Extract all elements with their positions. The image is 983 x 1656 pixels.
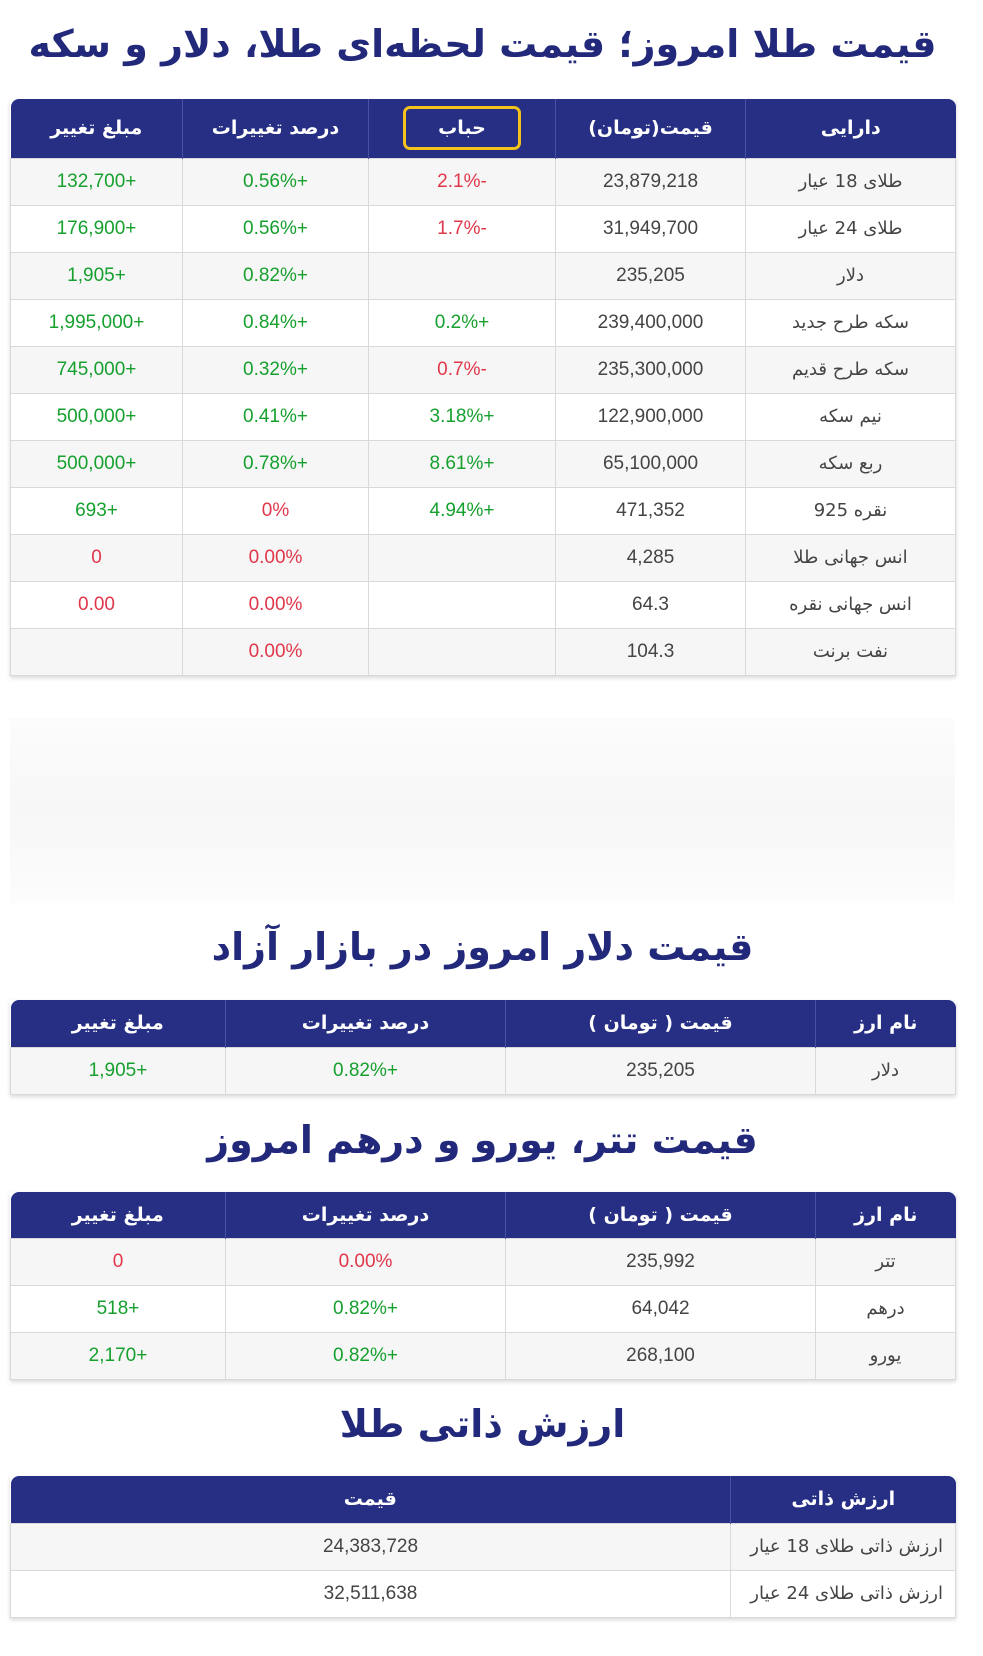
table-row	[11, 205, 956, 252]
bubble-header-highlight[interactable]: حباب	[403, 106, 521, 150]
header-change-percent: درصد تغییرات	[226, 1000, 506, 1047]
table-cell: +1,905	[11, 252, 183, 299]
table-row	[11, 1285, 956, 1332]
header-change-amount: مبلغ تغییر	[11, 1192, 226, 1238]
row-label: طلای 24 عیار	[746, 205, 956, 252]
table-cell: -0.7%	[369, 346, 556, 393]
intrinsic-section-title: ارزش ذاتی طلا	[339, 1402, 626, 1446]
table-cell: 65,100,000	[556, 440, 746, 487]
table-row	[11, 158, 956, 205]
table-header-row	[11, 1476, 956, 1523]
table-cell: +0.82%	[226, 1285, 506, 1332]
table-header-row	[11, 1192, 956, 1238]
header-change-amount: مبلغ تغییر	[11, 99, 183, 158]
table-cell: 0.00%	[183, 534, 369, 581]
table-header-row	[11, 99, 956, 158]
table-cell	[369, 534, 556, 581]
table-row	[11, 1570, 956, 1617]
table-cell: 235,300,000	[556, 346, 746, 393]
table-cell: 0.00%	[226, 1238, 506, 1285]
table-cell: 235,992	[506, 1238, 816, 1285]
table-cell: +4.94%	[369, 487, 556, 534]
table-cell	[369, 628, 556, 675]
table-cell	[369, 581, 556, 628]
row-label: درهم	[816, 1285, 956, 1332]
table-row	[11, 440, 956, 487]
table-row	[11, 252, 956, 299]
table-cell: 0.00%	[183, 581, 369, 628]
row-label: ارزش ذاتی طلای 24 عیار	[731, 1570, 956, 1617]
table-cell: +0.56%	[183, 205, 369, 252]
table-cell: 0%	[183, 487, 369, 534]
table-cell: +132,700	[11, 158, 183, 205]
intrinsic-table-body	[11, 1523, 956, 1617]
table-row	[11, 1047, 956, 1094]
table-cell: +176,900	[11, 205, 183, 252]
row-label: انس جهانی طلا	[746, 534, 956, 581]
table-cell: -2.1%	[369, 158, 556, 205]
table-cell: 23,879,218	[556, 158, 746, 205]
table-cell: 0.00	[11, 581, 183, 628]
table-cell: 31,949,700	[556, 205, 746, 252]
header-change-amount: مبلغ تغییر	[11, 1000, 226, 1047]
header-bubble[interactable]	[369, 99, 556, 158]
currency-section-title: قیمت تتر، یورو و درهم امروز	[207, 1118, 758, 1162]
table-cell: +745,000	[11, 346, 183, 393]
header-currency-name: نام ارز	[816, 1000, 956, 1047]
table-cell: 64.3	[556, 581, 746, 628]
row-label: سکه طرح جدید	[746, 299, 956, 346]
table-cell: +0.82%	[183, 252, 369, 299]
header-change-percent: درصد تغییرات	[183, 99, 369, 158]
table-cell	[369, 252, 556, 299]
gold-section-title: قیمت طلا امروز؛ قیمت لحظه‌ای طلا، دلار و سکه	[28, 22, 937, 66]
table-cell: +500,000	[11, 393, 183, 440]
row-label: ارزش ذاتی طلای 18 عیار	[731, 1523, 956, 1570]
table-row	[11, 1523, 956, 1570]
table-cell: +0.41%	[183, 393, 369, 440]
row-label: نفت برنت	[746, 628, 956, 675]
row-label: تتر	[816, 1238, 956, 1285]
table-cell: 32,511,638	[11, 1570, 731, 1617]
table-cell: 0	[11, 1238, 226, 1285]
table-cell: +1,995,000	[11, 299, 183, 346]
table-cell: 64,042	[506, 1285, 816, 1332]
table-row	[11, 628, 956, 675]
row-label: سکه طرح قدیم	[746, 346, 956, 393]
table-row	[11, 1332, 956, 1379]
table-cell	[11, 628, 183, 675]
table-cell: 104.3	[556, 628, 746, 675]
table-row	[11, 581, 956, 628]
header-price: قیمت	[11, 1476, 731, 1523]
table-cell: +0.78%	[183, 440, 369, 487]
table-cell: +8.61%	[369, 440, 556, 487]
dollar-table-body	[11, 1047, 956, 1094]
header-asset: دارایی	[746, 99, 956, 158]
table-cell: 0.00%	[183, 628, 369, 675]
row-label: دلار	[746, 252, 956, 299]
table-cell: 239,400,000	[556, 299, 746, 346]
table-cell: 268,100	[506, 1332, 816, 1379]
table-cell: +693	[11, 487, 183, 534]
currency-price-table	[10, 1192, 956, 1380]
table-cell: +1,905	[11, 1047, 226, 1094]
currency-table-body	[11, 1238, 956, 1379]
dollar-section-title: قیمت دلار امروز در بازار آزاد	[211, 925, 754, 969]
table-cell: 0	[11, 534, 183, 581]
table-cell: 235,205	[506, 1047, 816, 1094]
table-row	[11, 534, 956, 581]
header-price: قیمت(تومان)	[556, 99, 746, 158]
table-cell: 4,285	[556, 534, 746, 581]
header-price: قیمت ( تومان )	[506, 1000, 816, 1047]
table-cell: +0.56%	[183, 158, 369, 205]
table-row	[11, 299, 956, 346]
header-change-percent: درصد تغییرات	[226, 1192, 506, 1238]
row-label: نقره 925	[746, 487, 956, 534]
dollar-price-table	[10, 1000, 956, 1095]
ad-placeholder	[10, 718, 955, 903]
row-label: یورو	[816, 1332, 956, 1379]
table-cell: +0.2%	[369, 299, 556, 346]
table-cell: 235,205	[556, 252, 746, 299]
table-cell: +0.82%	[226, 1047, 506, 1094]
table-row	[11, 393, 956, 440]
row-label: دلار	[816, 1047, 956, 1094]
table-cell: 122,900,000	[556, 393, 746, 440]
table-cell: -1.7%	[369, 205, 556, 252]
row-label: طلای 18 عیار	[746, 158, 956, 205]
header-intrinsic-value: ارزش ذاتی	[731, 1476, 956, 1523]
table-cell: +500,000	[11, 440, 183, 487]
table-cell: +2,170	[11, 1332, 226, 1379]
table-cell: +0.84%	[183, 299, 369, 346]
intrinsic-value-table	[10, 1476, 956, 1618]
row-label: ربع سکه	[746, 440, 956, 487]
row-label: انس جهانی نقره	[746, 581, 956, 628]
table-header-row	[11, 1000, 956, 1047]
header-price: قیمت ( تومان )	[506, 1192, 816, 1238]
gold-price-table	[10, 99, 956, 676]
table-cell: +518	[11, 1285, 226, 1332]
table-cell: 471,352	[556, 487, 746, 534]
table-cell: +3.18%	[369, 393, 556, 440]
table-row	[11, 1238, 956, 1285]
row-label: نیم سکه	[746, 393, 956, 440]
table-row	[11, 487, 956, 534]
table-cell: +0.32%	[183, 346, 369, 393]
table-cell: +0.82%	[226, 1332, 506, 1379]
header-currency-name: نام ارز	[816, 1192, 956, 1238]
table-row	[11, 346, 956, 393]
gold-table-body	[11, 158, 956, 675]
table-cell: 24,383,728	[11, 1523, 731, 1570]
